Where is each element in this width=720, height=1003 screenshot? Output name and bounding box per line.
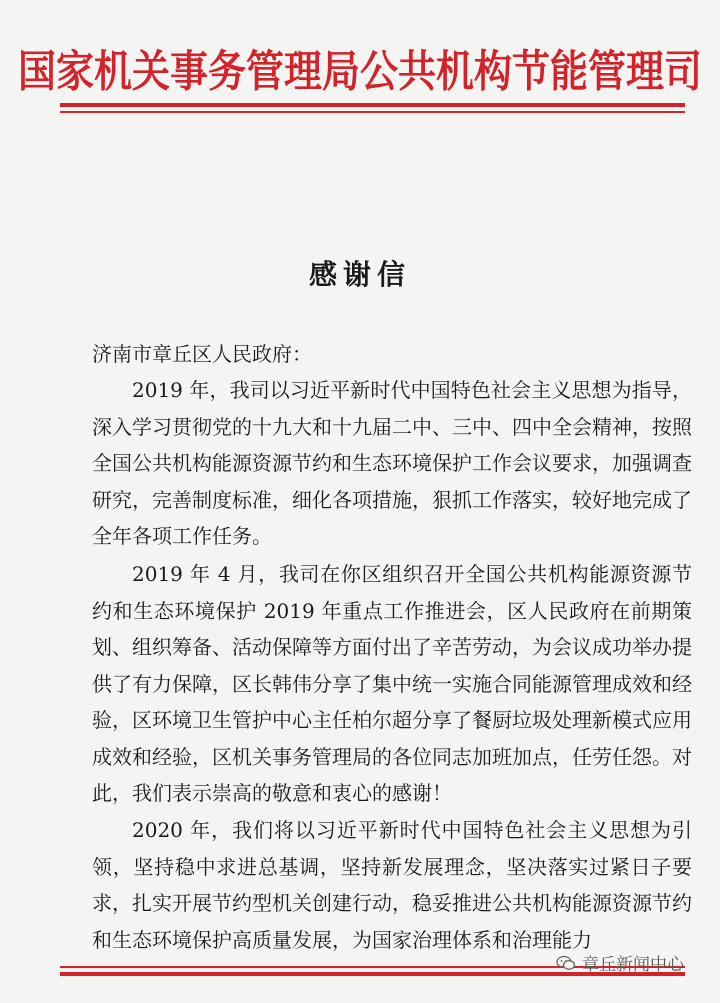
paragraph-1: 2019 年，我司以习近平新时代中国特色社会主义思想为指导，深入学习贯彻党的十九大和十九届二中、三中、四中全会精神，按照全国公共机构能源资源节约和生态环境保护工作会议要求，加强调查研究，完善制度标准，细化各项措施，狠抓工作落实，较好地完成了全年各项工作任务。 (92, 378, 692, 548)
letterhead-title: 国家机关事务管理局公共机构节能管理司 (17, 46, 702, 97)
salutation: 济南市章丘区人民政府： (92, 342, 312, 366)
watermark-text: 章丘新闻中心 (582, 955, 684, 975)
letterhead-rule-thick (60, 103, 685, 107)
source-watermark (556, 950, 684, 975)
wechat-icon (556, 955, 576, 971)
letterhead-rule-thin (60, 111, 685, 113)
paragraph-3: 2020 年，我们将以习近平新时代中国特色社会主义思想为引领，坚持稳中求进总基调，坚持新发展理念，坚决落实过紧日子要求，扎实开展节约型机关创建行动，稳妥推进公共机构能源资源节约和生态环境保护高质量发展，为国家治理体系和治理能力 (92, 818, 692, 952)
paragraph-2: 2019 年 4 月，我司在你区组织召开全国公共机构能源资源节约和生态环境保护 2019 年重点工作推进会，区人民政府在前期策划、组织筹备、活动保障等方面付出了辛苦劳动，为会议成功举办提供了有力保障，区长韩伟分享了集中统一实施合同能源管理成效和经验，区环境卫生管护中心主任柏尔超分享了餐厨垃圾处理新模式应用成效和经验，区机关事务管理局的各位同志加班加点，任劳任怨。对此，我们表示崇高的敬意和衷心的感谢！ (92, 562, 692, 805)
letter-title: 感谢信 (308, 258, 411, 291)
